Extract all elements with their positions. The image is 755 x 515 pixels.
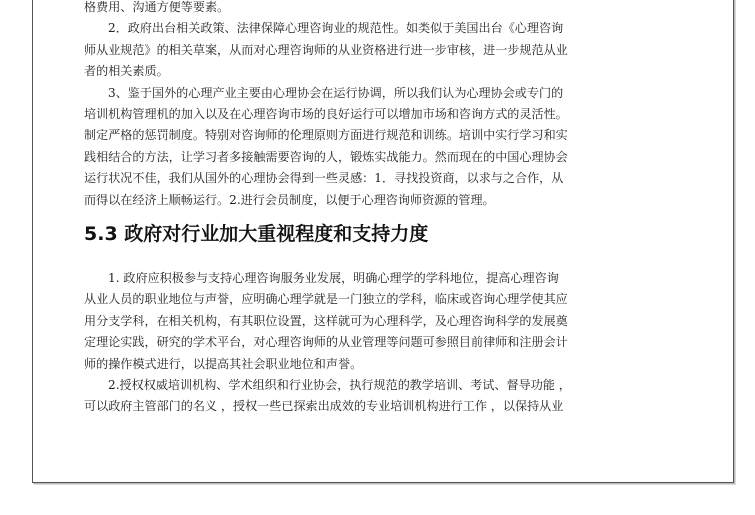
section-para-1-line-4: 定理论实践，研究的学术平台，对心理咨询师的从业管理等问题可参照目前律师和注册会计 bbox=[84, 335, 568, 350]
section-para-1-line-1: 1. 政府应积极参与支持心理咨询服务业发展，明确心理学的学科地位，提高心理咨询 bbox=[108, 271, 559, 285]
paragraph-2-line-2: 师从业规范》的相关草案，从而对心理咨询师的从业资格进行进一步审核，进一步规范从业 bbox=[84, 42, 568, 57]
paragraph-2-line-1: 2．政府出台相关政策、法律保障心理咨询业的规范性。如类似于美国出台《心理咨询 bbox=[108, 21, 564, 36]
section-para-1-line-2: 从业人员的职业地位与声誉，应明确心理学就是一门独立的学科，临床或咨询心理学使其应 bbox=[84, 292, 568, 307]
paragraph-3-line-1: 3、鉴于国外的心理产业主要由心理协会在运行协调，所以我们认为心理协会或专门的 bbox=[108, 85, 564, 100]
text-line-fragment: 格费用、沟通方便等要素。 bbox=[84, 0, 230, 14]
section-para-1-line-5: 师的操作模式进行，以提高其社会职业地位和声誉。 bbox=[84, 356, 363, 371]
paragraph-3-line-3: 制定严格的惩罚制度。特别对咨询师的伦理原则方面进行规范和训练。培训中实行学习和实 bbox=[84, 128, 568, 143]
paragraph-3-line-4: 践相结合的方法，让学习者多接触需要咨询的人，锻炼实战能力。然而现在的中国心理协会 bbox=[84, 149, 568, 164]
section-heading: 5.3 政府对行业加大重视程度和支持力度 bbox=[84, 223, 429, 245]
section-para-2-line-2: 可以政府主管部门的名义 ，授权一些已探索出成效的专业培训机构进行工作 ，以保持从业 bbox=[84, 399, 564, 414]
body-text-upper bbox=[84, 0, 645, 211]
paragraph-2-line-3: 者的相关素质。 bbox=[84, 64, 169, 79]
paragraph-3-line-6: 而得以在经济上顺畅运行。2.进行会员制度，以便于心理咨询师资源的管理。 bbox=[84, 192, 495, 207]
paragraph-3-line-5: 运行状况不佳，我们从国外的心理协会得到一些灵感：1．寻找投资商，以求与之合作，从 bbox=[84, 171, 564, 186]
paragraph-3-line-2: 培训机构管理机的加入以及在心理咨询市场的良好运行可以增加市场和咨询方式的灵活性。 bbox=[84, 107, 568, 122]
section-para-1-line-3: 用分支学科，在相关机构，有其职位设置，这样就可为心理科学，及心理咨询科学的发展奠 bbox=[84, 313, 568, 328]
body-text-lower bbox=[84, 268, 645, 418]
section-para-2-line-1: 2.授权权威培训机构、学术组织和行业协会，执行规范的教学培训、考试、督导功能 ， bbox=[108, 378, 571, 393]
